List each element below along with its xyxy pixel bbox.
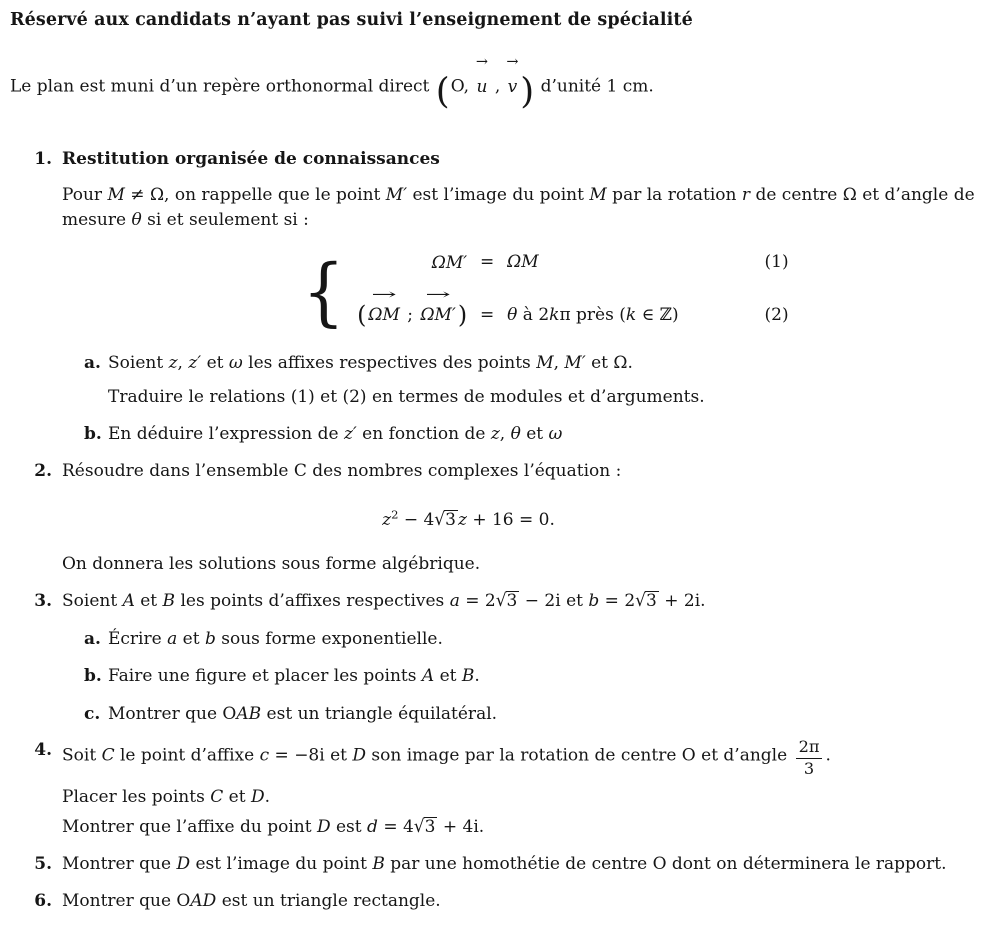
text-run: est l’image du point [407,185,590,206]
question-4-line2 [62,785,995,810]
question-6-number: 6. [34,890,52,911]
question-1b [62,422,995,447]
system-brace: { [302,248,345,335]
text-run: , [499,424,511,445]
rotation-definition-paragraph [62,183,992,232]
question-1-body [62,147,995,447]
text-run: d’unité 1 cm. [535,76,654,97]
text-run: Le plan est muni d’un repère orthonormal direct [10,76,435,97]
equation-2-right [507,303,678,328]
question-3-text [62,589,992,614]
text-run: sous forme exponentielle. [215,628,443,649]
text-run: d [367,817,378,838]
text-run: Soit [62,746,102,767]
equation-1-left [432,247,467,279]
text-run: = 4 [377,817,414,838]
square-root: √3 [635,590,657,612]
question-1a [62,351,995,409]
question-2 [10,459,995,577]
equation-system [300,247,995,339]
text-run: D [352,746,367,767]
question-1 [10,147,995,447]
text-run: D [250,786,265,807]
text-run: = 2 [459,590,496,611]
text-run: ΩM′ [431,252,468,273]
fraction: $\frac{2\pi}{3}$ [796,738,823,778]
text-run: ; [401,305,419,325]
square-root: √3 [434,509,456,531]
question-1b-label: b. [84,424,102,445]
text-run: c [259,746,270,767]
question-4-body [62,738,995,839]
text-run: par la rotation [606,185,742,206]
question-4-number: 4. [34,740,52,761]
text-run: π près ( [559,305,626,326]
text-run: z′ [188,353,202,374]
text-run: a [167,628,178,649]
text-run: ( [357,300,367,329]
text-run: Faire une figure et placer les points [108,666,422,687]
text-run: C [101,746,115,767]
text-run: M [107,185,125,206]
question-4 [10,738,995,839]
question-3a-label: a. [84,628,101,649]
question-5-number: 5. [34,853,52,874]
text-run: − 4 [398,509,435,530]
text-run: le point d’affixe [114,746,260,767]
text-run: − 2i et [519,590,589,611]
question-1a-line2 [108,385,995,410]
question-3b-label: b. [84,666,102,687]
text-run: b [204,628,216,649]
text-run: z [490,424,500,445]
text-run: On donnera les solutions sous forme algébrique. [62,554,481,575]
text-run: ∈ ℤ) [636,305,679,326]
question-6 [10,889,995,914]
text-run: . [825,746,831,767]
text-run: par une homothétie de centre O dont on déterminera le rapport. [384,853,947,874]
text-run: et [434,666,462,687]
question-3-body [62,589,995,727]
text-run: z′ [343,424,357,445]
text-run: C [210,786,224,807]
quadratic-equation [62,508,875,533]
question-3b-line1 [108,664,995,689]
text-run: Pour [62,185,108,206]
text-run: k [549,305,560,326]
question-3-number: 3. [34,590,52,611]
text-run: a [449,590,460,611]
text-run: est l’image du point [190,853,373,874]
question-3a-line1 [108,627,995,652]
question-5-body [62,852,995,877]
text-run: b [588,590,600,611]
text-run: M [536,353,554,374]
text-run: ( [435,71,450,113]
question-1a-label: a. [84,353,101,374]
question-3a [62,627,995,652]
question-2-text [62,459,992,484]
question-1b-line1 [108,422,995,447]
text-run: k [625,305,637,326]
question-3 [10,589,995,727]
question-2-note [62,552,992,577]
text-run: et [201,353,229,374]
question-1-heading: Restitution organisée de connaissances [62,148,440,169]
text-run: Montrer que [62,853,177,874]
text-run: O, [450,76,475,97]
question-3b [62,664,995,689]
text-run: Soient [108,353,169,374]
text-run: à 2 [517,305,550,326]
question-3c-line1 [108,702,995,727]
text-run: B [461,666,475,687]
text-run: D [176,853,191,874]
question-1a-line1 [108,351,995,376]
question-3c-label: c. [84,703,101,724]
text-run: θ [510,424,521,445]
text-run: = 2 [599,590,636,611]
text-run: AD [190,890,217,911]
text-run: M [589,185,607,206]
intro-line [10,47,995,136]
text-run: ) [457,300,468,329]
text-run: , [177,353,189,374]
text-run: ω [228,353,243,374]
text-run: et [134,590,163,611]
question-1b-body [108,422,995,447]
equation-2-number: (2) [764,305,789,326]
text-run: de centre Ω et d’angle de mesure [62,185,975,230]
text-run: Montrer que O [108,703,237,724]
question-3c [62,702,995,727]
question-2-number: 2. [34,460,52,481]
text-run: M′ [385,185,408,206]
text-run: Montrer que O [62,890,191,911]
text-run: D [316,817,331,838]
text-run: et Ω. [585,353,633,374]
square-root: √3 [413,816,436,838]
text-run: les affixes respectives des points [242,353,537,374]
text-run: , [553,353,565,374]
text-run: r [741,185,751,206]
question-4-line3 [62,815,995,840]
text-run: et [223,786,251,807]
question-6-line1 [62,889,995,914]
text-run: est un triangle équilatéral. [261,703,498,724]
text-run: + 4i. [437,817,485,838]
question-1-number: 1. [34,148,52,169]
text-run: et [520,424,549,445]
text-run: B [372,853,385,874]
text-run: + 16 = 0. [466,509,555,530]
text-run: Placer les points [62,786,211,807]
text-run: AB [236,703,262,724]
text-run: z [382,509,392,530]
text-run: B [162,590,176,611]
vector: → ΩM′ [418,299,457,331]
text-run: ΩM [507,252,539,273]
text-run: + 2i. [658,590,706,611]
text-run: En déduire l’expression de [108,424,344,445]
text-run: A [421,666,435,687]
text-run: ω [548,424,563,445]
equation-2-left [357,293,467,338]
text-run: M′ [564,353,586,374]
text-run: . [474,666,480,687]
question-6-body [62,889,995,914]
text-run: , [489,76,506,97]
text-run: si et seulement si : [141,209,309,230]
question-5-line1 [62,852,995,877]
text-run: et [177,628,205,649]
equation-1-right [507,250,539,275]
system-rows [357,247,789,339]
text-run: Soient [62,590,123,611]
text-run: = −8i et [269,746,353,767]
equation-1-equals: = [480,252,495,273]
text-run: ≠ Ω, on rappelle que le point [124,185,386,206]
equation-1-number: (1) [764,252,789,273]
text-run: est un triangle rectangle. [216,890,441,911]
text-run: z [168,353,178,374]
question-4-line1 [62,738,995,778]
text-run: . [264,786,270,807]
text-run: son image par la rotation de centre O et d’angle [366,746,793,767]
text-run: est [330,817,368,838]
text-run: en fonction de [356,424,491,445]
text-run: A [122,590,135,611]
vector: → u [474,66,489,109]
page-title: Réservé aux candidats n’ayant pas suivi l’enseignement de spécialité [10,10,693,30]
text-run: les points d’affixes respectives [175,590,450,611]
text-run: θ [507,305,518,326]
text-run: Montrer que l’affixe du point [62,817,317,838]
text-run: Écrire [108,628,168,649]
question-1a-body [108,351,995,409]
text-run: Traduire le relations (1) et (2) en termes de modules et d’arguments. [108,386,705,407]
text-run: Résoudre dans l’ensemble C des nombres complexes l’équation : [62,460,622,481]
text-run: ) [520,71,535,113]
text-run: θ [131,209,142,230]
text-run: z [457,509,467,530]
question-5 [10,852,995,877]
square-root: √3 [495,590,518,612]
vector: → v [506,66,520,109]
question-2-body [62,459,995,577]
equation-2-equals: = [480,305,495,326]
text-run: 2 [391,506,399,521]
vector: → ΩM [366,299,402,331]
